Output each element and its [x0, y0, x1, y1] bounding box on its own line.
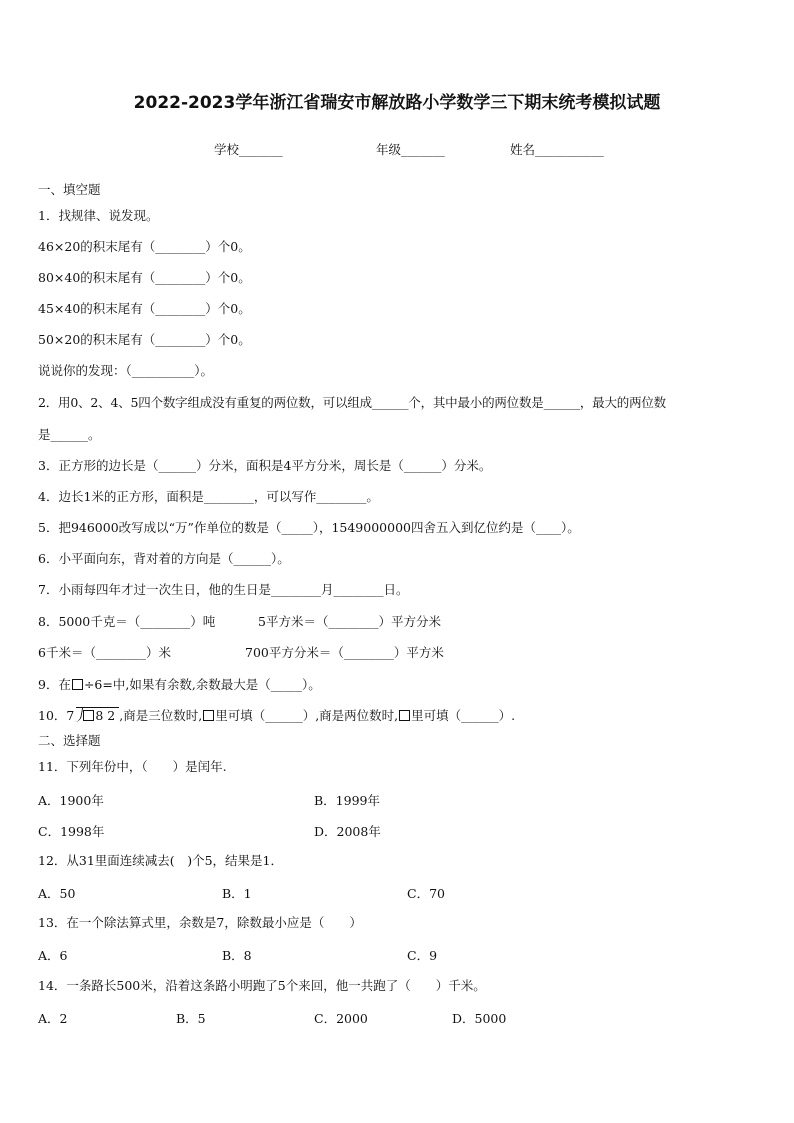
question-13-option-a: A．6 — [38, 948, 68, 963]
question-3: 3．正方形的边长是（______）分米，面积是4平方分米，周长是（______）分米。 — [38, 458, 492, 473]
question-7: 7．小雨每四年才过一次生日，他的生日是________月________日。 — [38, 582, 409, 597]
question-6: 6．小平面向东，背对着的方向是（______）。 — [38, 551, 290, 566]
question-8-part-b: 5平方米＝（________）平方分米 — [258, 614, 441, 629]
question-13-option-c: C．9 — [407, 948, 438, 963]
page-title: 2022-2023学年浙江省瑞安市解放路小学数学三下期末统考模拟试题 — [133, 93, 661, 113]
question-8-part-d: 700平方分米＝（________）平方米 — [245, 645, 444, 660]
grade-field: 年级_______ — [376, 142, 445, 157]
question-14-option-c: C．2000 — [314, 1011, 368, 1026]
question-1-line-3: 45×40的积末尾有（________）个0。 — [38, 301, 251, 316]
blank-square-icon — [72, 679, 83, 690]
question-9 — [38, 677, 321, 693]
question-12-option-b: B．1 — [222, 886, 252, 901]
question-5: 5．把946000改写成以“万”作单位的数是（_____），1549000000四舍五入到亿位约是（____）。 — [38, 520, 580, 535]
question-13-stem: 13．在一个除法算式里，余数是7，除数最小应是（ ） — [38, 915, 362, 930]
question-2-line-2: 是______。 — [38, 427, 101, 442]
question-12-option-a: A．50 — [38, 886, 76, 901]
school-field: 学校_______ — [214, 142, 283, 157]
section-heading-fill-blank: 一、填空题 — [38, 182, 101, 197]
question-11-option-d: D．2008年 — [314, 824, 381, 839]
question-2-line-1: 2．用0、2、4、5四个数字组成没有重复的两位数，可以组成______个，其中最小的两位数是______，最大的两位数 — [38, 395, 666, 410]
blank-square-icon — [203, 710, 214, 721]
question-1-stem: 1．找规律、说发现。 — [38, 208, 159, 223]
question-13-option-b: B．8 — [222, 948, 252, 963]
question-11-option-b: B．1999年 — [314, 793, 380, 808]
question-12-option-c: C．70 — [407, 886, 445, 901]
question-4: 4．边长1米的正方形，面积是________，可以写作________。 — [38, 489, 379, 504]
question-14-stem: 14．一条路长500米，沿着这条路小明跑了5个来回，他一共跑了（ ）千米。 — [38, 978, 486, 993]
question-9-suffix: ÷6=中,如果有余数,余数最大是（_____）。 — [83, 677, 321, 692]
question-1-line-1: 46×20的积末尾有（________）个0。 — [38, 239, 251, 254]
blank-square-icon — [399, 710, 410, 721]
question-14-option-a: A．2 — [38, 1011, 68, 1026]
long-division-bracket — [76, 707, 119, 724]
question-10-text-3: 里可填（______）. — [411, 708, 516, 723]
question-1-line-4: 50×20的积末尾有（________）个0。 — [38, 332, 251, 347]
question-12-stem: 12．从31里面连续减去( )个5，结果是1． — [38, 853, 283, 868]
question-10 — [38, 707, 515, 724]
question-11-stem: 11．下列年份中，（ ）是闰年. — [38, 759, 227, 774]
long-division-dividend: 8 2 — [95, 708, 116, 723]
long-division-divisor: 7 — [66, 708, 75, 723]
question-1-line-2: 80×40的积末尾有（________）个0。 — [38, 270, 251, 285]
question-10-number: 10． — [38, 708, 67, 723]
question-8-part-a: 8．5000千克＝（________）吨 — [38, 614, 216, 629]
question-10-text-2: 里可填（______）,商是两位数时, — [215, 708, 399, 723]
section-heading-multiple-choice: 二、选择题 — [38, 733, 101, 748]
name-field: 姓名___________ — [510, 142, 604, 157]
question-14-option-d: D．5000 — [452, 1011, 507, 1026]
question-14-option-b: B．5 — [176, 1011, 206, 1026]
question-11-option-c: C．1998年 — [38, 824, 105, 839]
question-10-text-1: ,商是三位数时, — [119, 708, 203, 723]
blank-square-icon — [83, 710, 94, 721]
question-11-option-a: A．1900年 — [38, 793, 104, 808]
question-1-line-5: 说说你的发现：（__________）。 — [38, 363, 214, 378]
question-9-prefix: 9．在 — [38, 677, 71, 692]
question-8-part-c: 6千米＝（________）米 — [38, 645, 171, 660]
